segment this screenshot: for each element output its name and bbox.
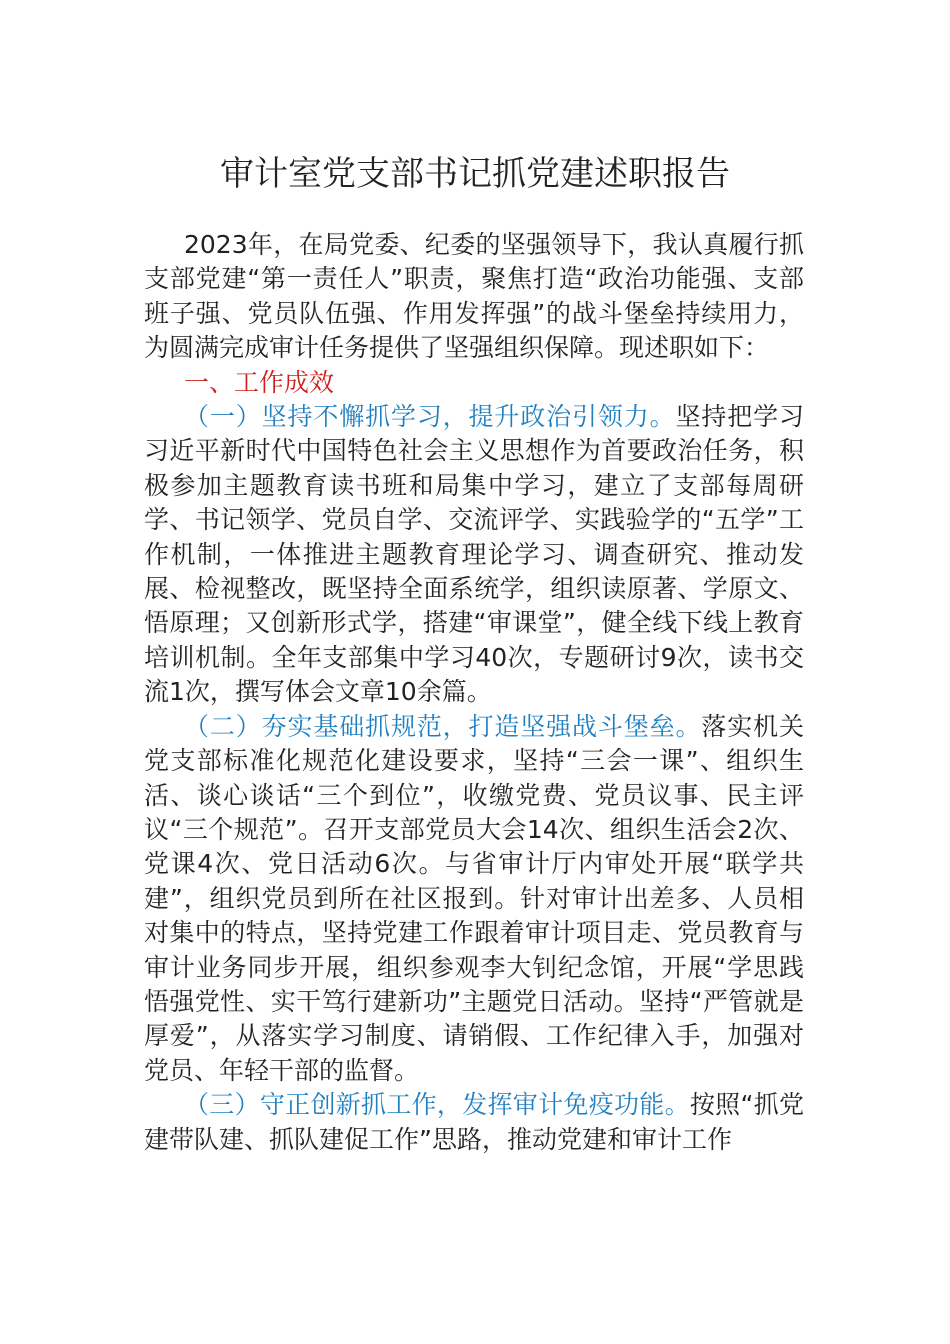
document-title: 审计室党支部书记抓党建述职报告	[220, 154, 730, 194]
paragraph-item-2	[144, 710, 804, 1088]
item-heading: （二）夯实基础抓规范，打造坚强战斗堡垒。	[184, 711, 702, 741]
paragraph-item-3	[144, 1088, 804, 1157]
item-text: 坚持把学习习近平新时代中国特色社会主义思想作为首要政治任务，积极参加主题教育读书班和局集中学习，建立了支部每周研学、书记领学、党员自学、交流评学、实践验学的“五学”工作机制，一体推进主题教育理论学习、调查研究、推动发展、检视整改，既坚持全面系统学，组织读原著、学原文、悟原理；又创新形式学，搭建“审课堂”，健全线下线上教育培训机制。全年支部集中学习40次，专题研讨9次，读书交流1次，撰写体会文章10余篇。	[144, 402, 804, 707]
item-heading: （三）守正创新抓工作，发挥审计免疫功能。	[184, 1090, 690, 1120]
item-text: 落实机关党支部标准化规范化建设要求，坚持“三会一课”、组织生活、谈心谈话“三个到位”，收缴党费、党员议事、民主评议“三个规范”。召开支部党员大会14次、组织生活会2次、党课4次、党日活动6次。与省审计厅内审处开展“联学共建”，组织党员到所在社区报到。针对审计出差多、人员相对集中的特点，坚持党建工作跟着审计项目走、党员教育与审计业务同步开展，组织参观李大钊纪念馆，开展“学思践悟强党性、实干笃行建新功”主题党日活动。坚持“严管就是厚爱”，从落实学习制度、请销假、工作纪律入手，加强对党员、年轻干部的监督。	[144, 711, 804, 1085]
item-text: 按照“抓党建带队建、抓队建促工作”思路，推动党建和审计工作	[144, 1090, 804, 1154]
intro-paragraph: 2023年，在局党委、纪委的坚强领导下，我认真履行抓支部党建“第一责任人”职责，聚焦打造“政治功能强、支部班子强、党员队伍强、作用发挥强”的战斗堡垒持续用力，为圆满完成审计任务提供了坚强组织保障。现述职如下：	[144, 230, 804, 363]
item-heading: （一）坚持不懈抓学习，提升政治引领力。	[184, 402, 676, 432]
section-heading: 一、工作成效	[184, 367, 335, 397]
document-body	[144, 228, 804, 1157]
paragraph-item-1	[144, 400, 804, 710]
